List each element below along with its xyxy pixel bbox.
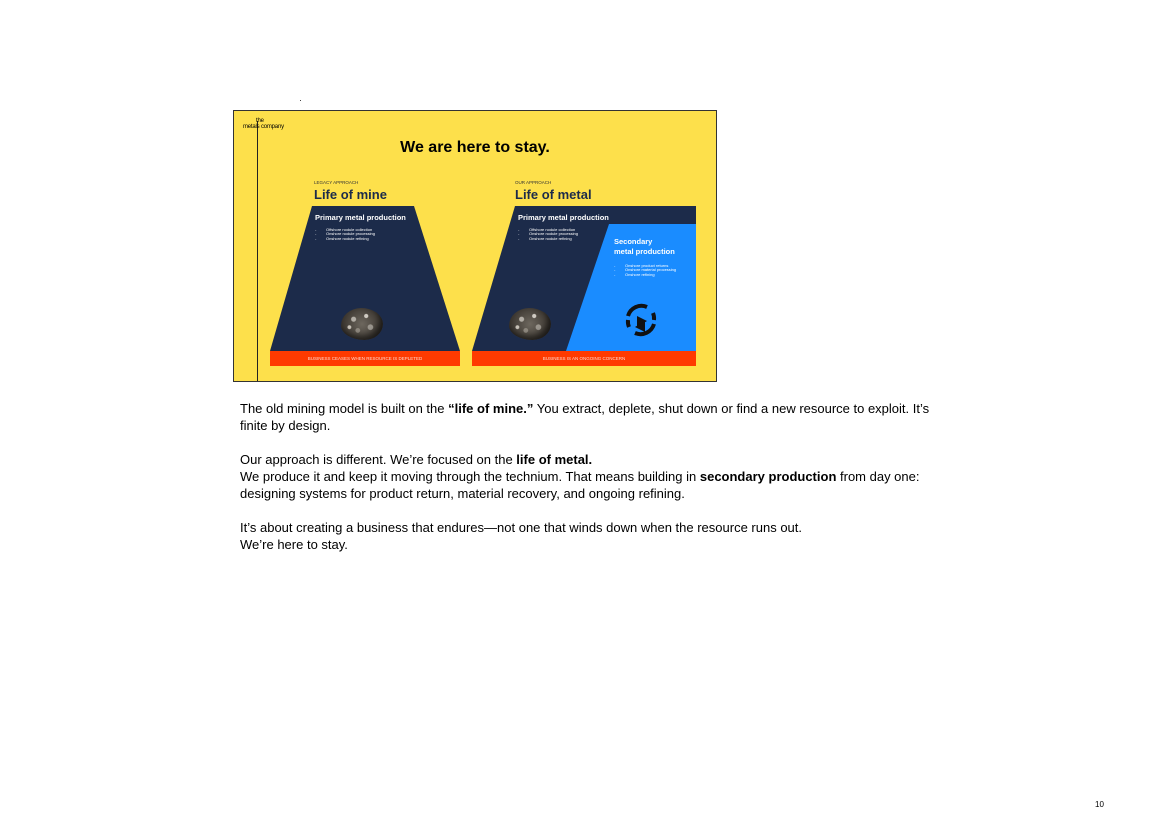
slide-thumbnail	[233, 110, 717, 382]
left-bullet-list	[315, 228, 375, 241]
right-bullet-list	[518, 228, 578, 241]
notes-paragraph: The old mining model is built on the “life of mine.” You extract, deplete, shut down or find a new resource to exploit. It’s finite by design.	[240, 401, 930, 433]
right-title: Life of metal	[515, 187, 592, 202]
left-panel-title: Primary metal production	[315, 213, 406, 222]
list-item: - Onshore nodule processing	[315, 232, 375, 236]
page-number: 10	[1095, 800, 1104, 809]
slide-title: We are here to stay.	[400, 139, 550, 156]
notes-paragraph: It’s about creating a business that endures—not one that winds down when the resource runs out. We’re here to stay.	[240, 520, 802, 552]
list-item: - Onshore material processing	[614, 268, 676, 272]
list-item: - Onshore product returns	[614, 264, 676, 268]
list-item: - Onshore nodule refining	[315, 237, 375, 241]
left-title: Life of mine	[314, 187, 387, 202]
nodule-rock-icon	[341, 308, 383, 340]
nodule-rock-icon	[509, 308, 551, 340]
left-banner: BUSINESS CEASES WHEN RESOURCE IS DEPLETED	[270, 351, 460, 366]
stray-dot	[300, 100, 301, 101]
company-logo: the metals company	[243, 118, 284, 130]
list-item: - Offshore nodule collection	[315, 228, 375, 232]
speaker-notes	[240, 400, 960, 570]
right-panel-title: Primary metal production	[518, 213, 609, 222]
secondary-panel-title: Secondary metal production	[614, 237, 675, 256]
right-banner: BUSINESS IS AN ONGOING CONCERN	[472, 351, 696, 366]
left-eyebrow: LEGACY APPROACH	[314, 180, 359, 185]
list-item: - Onshore nodule refining	[518, 237, 578, 241]
list-item: - Onshore refining	[614, 273, 676, 277]
notes-paragraph: Our approach is different. We’re focused on the life of metal. We produce it and keep it moving through the technium. That means building in secondary production from day one: designing systems for product return, material recovery, and ongoing refining.	[240, 452, 920, 501]
right-eyebrow: OUR APPROACH	[515, 180, 552, 185]
list-item: - Offshore nodule collection	[518, 228, 578, 232]
secondary-bullet-list	[614, 264, 676, 277]
list-item: - Onshore nodule processing	[518, 232, 578, 236]
